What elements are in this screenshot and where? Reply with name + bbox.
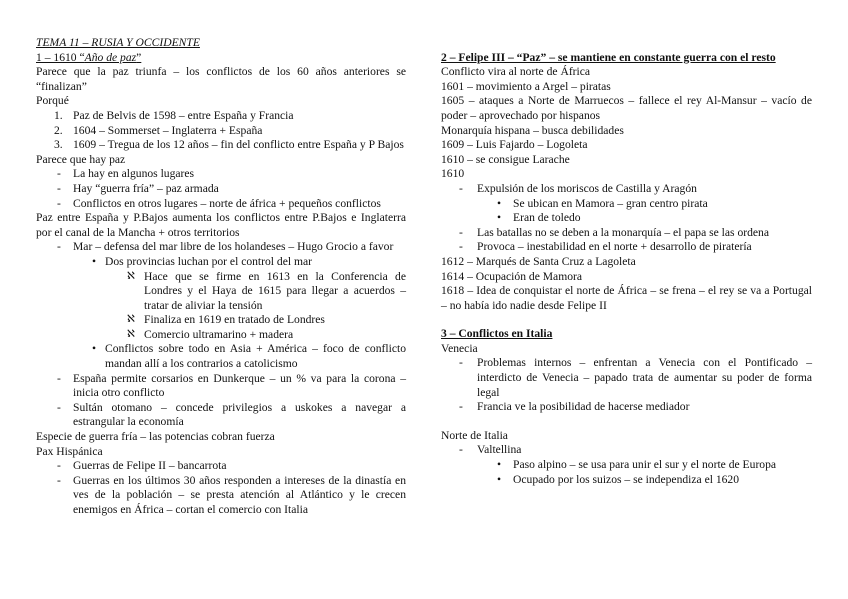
- text-line: 1609 – Luis Fajardo – Logoleta: [441, 138, 588, 152]
- text-line: 1618 – Idea de conquistar el norte de África – se frena – el rey se va a Portugal – no había ido nadie desde Felipe II: [441, 284, 812, 312]
- aleph-arrow-icon: ℵ: [127, 328, 135, 340]
- numbered-item: 2. 1604 – Sommerset – Inglaterra + España: [54, 123, 263, 137]
- paragraph-paz-triunfa: Parece que la paz triunfa – los conflictos de los 60 años anteriores se “finalizan”: [36, 65, 406, 93]
- numbered-item: 1. Paz de Belvis de 1598 – entre España y Francia: [54, 108, 294, 122]
- bullet-item: • Dos provincias luchan por el control del mar: [92, 254, 313, 268]
- dash-item: - Guerras de Felipe II – bancarrota: [57, 459, 227, 473]
- arrow-item: ℵ Hace que se firme en 1613 en la Conferencia de Londres y el Haya de 1615 para llegar a acuerdos – tratar de aliviar la tensión: [127, 269, 406, 312]
- bullet-item: • Ocupado por los suizos – se independiza el 1620: [497, 472, 740, 486]
- dash-item: - La hay en algunos lugares: [57, 167, 195, 181]
- porque-label: Porqué: [36, 94, 69, 108]
- text-line: 1601 – movimiento a Argel – piratas: [441, 79, 611, 93]
- dash-item: - España permite corsarios en Dunkerque – un % va para la corona – inicia otro conflicto: [57, 371, 406, 400]
- dash-item: - Valtellina: [459, 443, 522, 457]
- dash-item: - Expulsión de los moriscos de Castilla y Aragón: [459, 181, 697, 195]
- section-2-heading: 2 – Felipe III – “Paz” – se mantiene en constante guerra con el resto: [441, 50, 776, 64]
- text-line: 1605 – ataques a Norte de Marruecos – fallece el rey Al-Mansur – vacío de poder – aprovechado por hispanos: [441, 94, 812, 122]
- dash-item: - Conflictos en otros lugares – norte de áfrica + pequeños conflictos: [57, 196, 381, 210]
- dash-item: - Provoca – inestabilidad en el norte + desarrollo de piratería: [459, 240, 752, 254]
- aleph-arrow-icon: ℵ: [127, 270, 135, 282]
- bullet-item: • Se ubican en Mamora – gran centro pirata: [497, 196, 708, 210]
- bullet-item: • Paso alpino – se usa para unir el sur y el norte de Europa: [497, 458, 777, 472]
- paragraph-paz-espana: Paz entre España y P.Bajos aumenta los conflictos entre P.Bajos e Inglaterra por el canal de la Mancha + otros territorios: [36, 211, 406, 239]
- aleph-arrow-icon: ℵ: [127, 314, 135, 326]
- pax-hispanica-label: Pax Hispánica: [36, 444, 103, 458]
- text-line: Conflicto vira al norte de África: [441, 65, 591, 79]
- dash-item: - Problemas internos – enfrentan a Venecia con el Pontificado – interdicto de Venecia – papado trata de aumentar su poder de forma legal: [459, 356, 812, 399]
- numbered-item: 3. 1609 – Tregua de los 12 años – fin del conflicto entre España y P Bajos: [54, 138, 404, 152]
- venecia-label: Venecia: [441, 341, 478, 355]
- text-line: 1614 – Ocupación de Mamora: [441, 269, 583, 283]
- especie-guerra-fria: Especie de guerra fría – las potencias cobran fuerza: [36, 430, 275, 444]
- dash-item: - Sultán otomano – concede privilegios a uskokes a navegar a estrangular la economía: [57, 400, 406, 429]
- left-column: [36, 36, 406, 518]
- text-line: Monarquía hispana – busca debilidades: [441, 123, 624, 137]
- bullet-item: • Conflictos sobre todo en Asia + América – foco de conflicto mandan allí a los contrarios a catolicismo: [92, 342, 406, 371]
- norte-italia-label: Norte de Italia: [441, 428, 508, 442]
- arrow-item: ℵ Finaliza en 1619 en tratado de Londres: [127, 313, 325, 327]
- arrow-item: ℵ Comercio ultramarino + madera: [127, 327, 294, 341]
- text-line: 1610 – se consigue Larache: [441, 152, 570, 166]
- text-line: 1612 – Marqués de Santa Cruz a Lagoleta: [441, 254, 636, 268]
- dash-item: - Guerras en los últimos 30 años responden a intereses de la dinastía en ves de la población – se presta atención al Atlántico y le crecen enemigos en África – cortan el comercio con Italia: [57, 473, 406, 516]
- text-line: 1610: [441, 167, 465, 181]
- section-3-heading: 3 – Conflictos en Italia: [441, 327, 553, 341]
- dash-item: - Las batallas no se deben a la monarquía – el papa se las ordena: [459, 225, 769, 239]
- bullet-item: • Eran de toledo: [497, 211, 581, 225]
- dash-item: - Hay “guerra fría” – paz armada: [57, 181, 219, 195]
- document-title: TEMA 11 – RUSIA Y OCCIDENTE: [36, 36, 200, 49]
- dash-item: - Mar – defensa del mar libre de los holandeses – Hugo Grocio a favor: [57, 240, 394, 254]
- dash-item: - Francia ve la posibilidad de hacerse mediador: [459, 400, 690, 414]
- right-column: [441, 36, 812, 487]
- section-1-heading: 1 – 1610 “Año de paz”: [36, 50, 142, 64]
- parece-paz-label: Parece que hay paz: [36, 152, 126, 166]
